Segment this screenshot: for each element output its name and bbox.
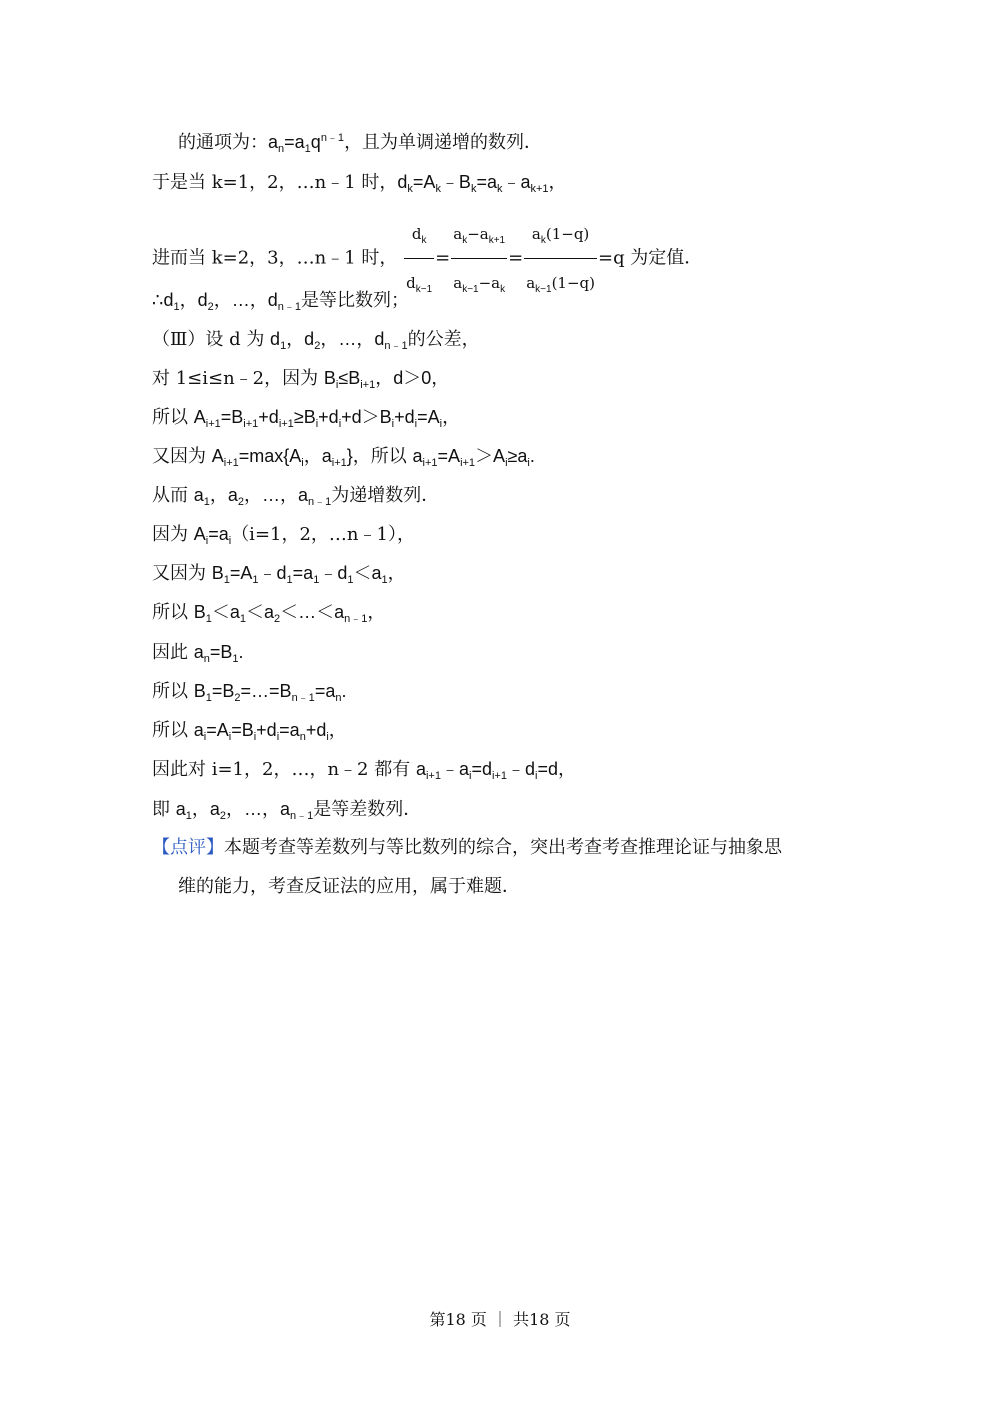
comment-tag: 【点评】 — [152, 837, 224, 858]
fraction-ak-diff: $\frac{a_k-a_{k+1}}{a_{k-1}-a_k}$ — [451, 212, 507, 305]
text-line-14: 所以 $B_1=B_2=\dots=B_{n﹣1}=a_n$. — [152, 681, 347, 704]
text-line-8: 又因为 $A_{i+1}=\max\{A_i$，$a_{i+1}$}，所以 $a_{i+1}=A_{i+1}>A_i\ge a_i$. — [152, 446, 535, 469]
text-line-11: 又因为 $B_1=A_1﹣d_1=a_1﹣d_1<a_1$， — [152, 563, 406, 586]
comment-line-2: 维的能力，考查反证法的应用，属于难题． — [178, 876, 520, 897]
text-line-12: 所以 $B_1<a_1<a_2<\dots<a_{n﹣1}$， — [152, 602, 386, 625]
fraction-dk: $\frac{d_k}{d_{k-1}}$ — [404, 212, 434, 305]
text-line-16: 因此对 i=1，2，…，n﹣2 都有 $a_{i+1}﹣a_i=d_{i+1}﹣d_i=d$， — [152, 759, 576, 782]
page-footer: 第18 页 ｜ 共18 页 — [429, 1310, 571, 1329]
text-line-1: 的通项为：$a_n=a_1q^{n﹣1}$，且为单调递增的数列． — [178, 132, 543, 155]
text-line-9: 从而 $a_1$，$a_2$，…，$a_{n﹣1}$为递增数列． — [152, 485, 440, 508]
text-line-13: 因此 $a_n=B_1$. — [152, 642, 244, 665]
text-line-5: （Ⅲ）设 d 为 $d_1$，$d_2$，…，$d_{n﹣1}$的公差， — [152, 329, 480, 352]
text-line-3: 进而当 k=2，3，…n﹣1 时， $\frac{d_k}{d_{k-1}}$ = $\frac{a_k-a_{k+1}}{a_{k-1}-a_k}$ = $\frac{a_k(1-q)}{a_{k-1}(1-q)}$ =q 为定值． — [152, 212, 702, 305]
text-line-7: 所以 $A_{i+1}=B_{i+1}+d_{i+1}\ge B_i+d_i+d>B_i+d_i=A_i$， — [152, 407, 461, 430]
fraction-ak-q: $\frac{a_k(1-q)}{a_{k-1}(1-q)}$ — [524, 212, 597, 305]
text-line-15: 所以 $a_i=A_i=B_i+d_i=a_n+d_i$， — [152, 720, 347, 743]
text-line-10: 因为 $A_i=a_i(i=1$，2，…n﹣1）， — [152, 524, 415, 547]
text-line-6: 对 1≤i≤n﹣2，因为 $B_i\le B_{i+1}$，d＞0， — [152, 368, 450, 391]
text-line-2: 于是当 k=1，2，…n﹣1 时，$d_k=A_k﹣B_k=a_k﹣a_{k+1}$， — [152, 172, 567, 195]
text-line-17: 即 $a_1$，$a_2$，…，$a_{n﹣1}$是等差数列． — [152, 799, 422, 822]
text-line-4: $\therefore d_1$，$d_2$，…，$d_{n﹣1}$是等比数列； — [152, 290, 409, 313]
comment-line-1: 【点评】本题考查等差数列与等比数列的综合，突出考查考查推理论证与抽象思 — [152, 837, 782, 858]
